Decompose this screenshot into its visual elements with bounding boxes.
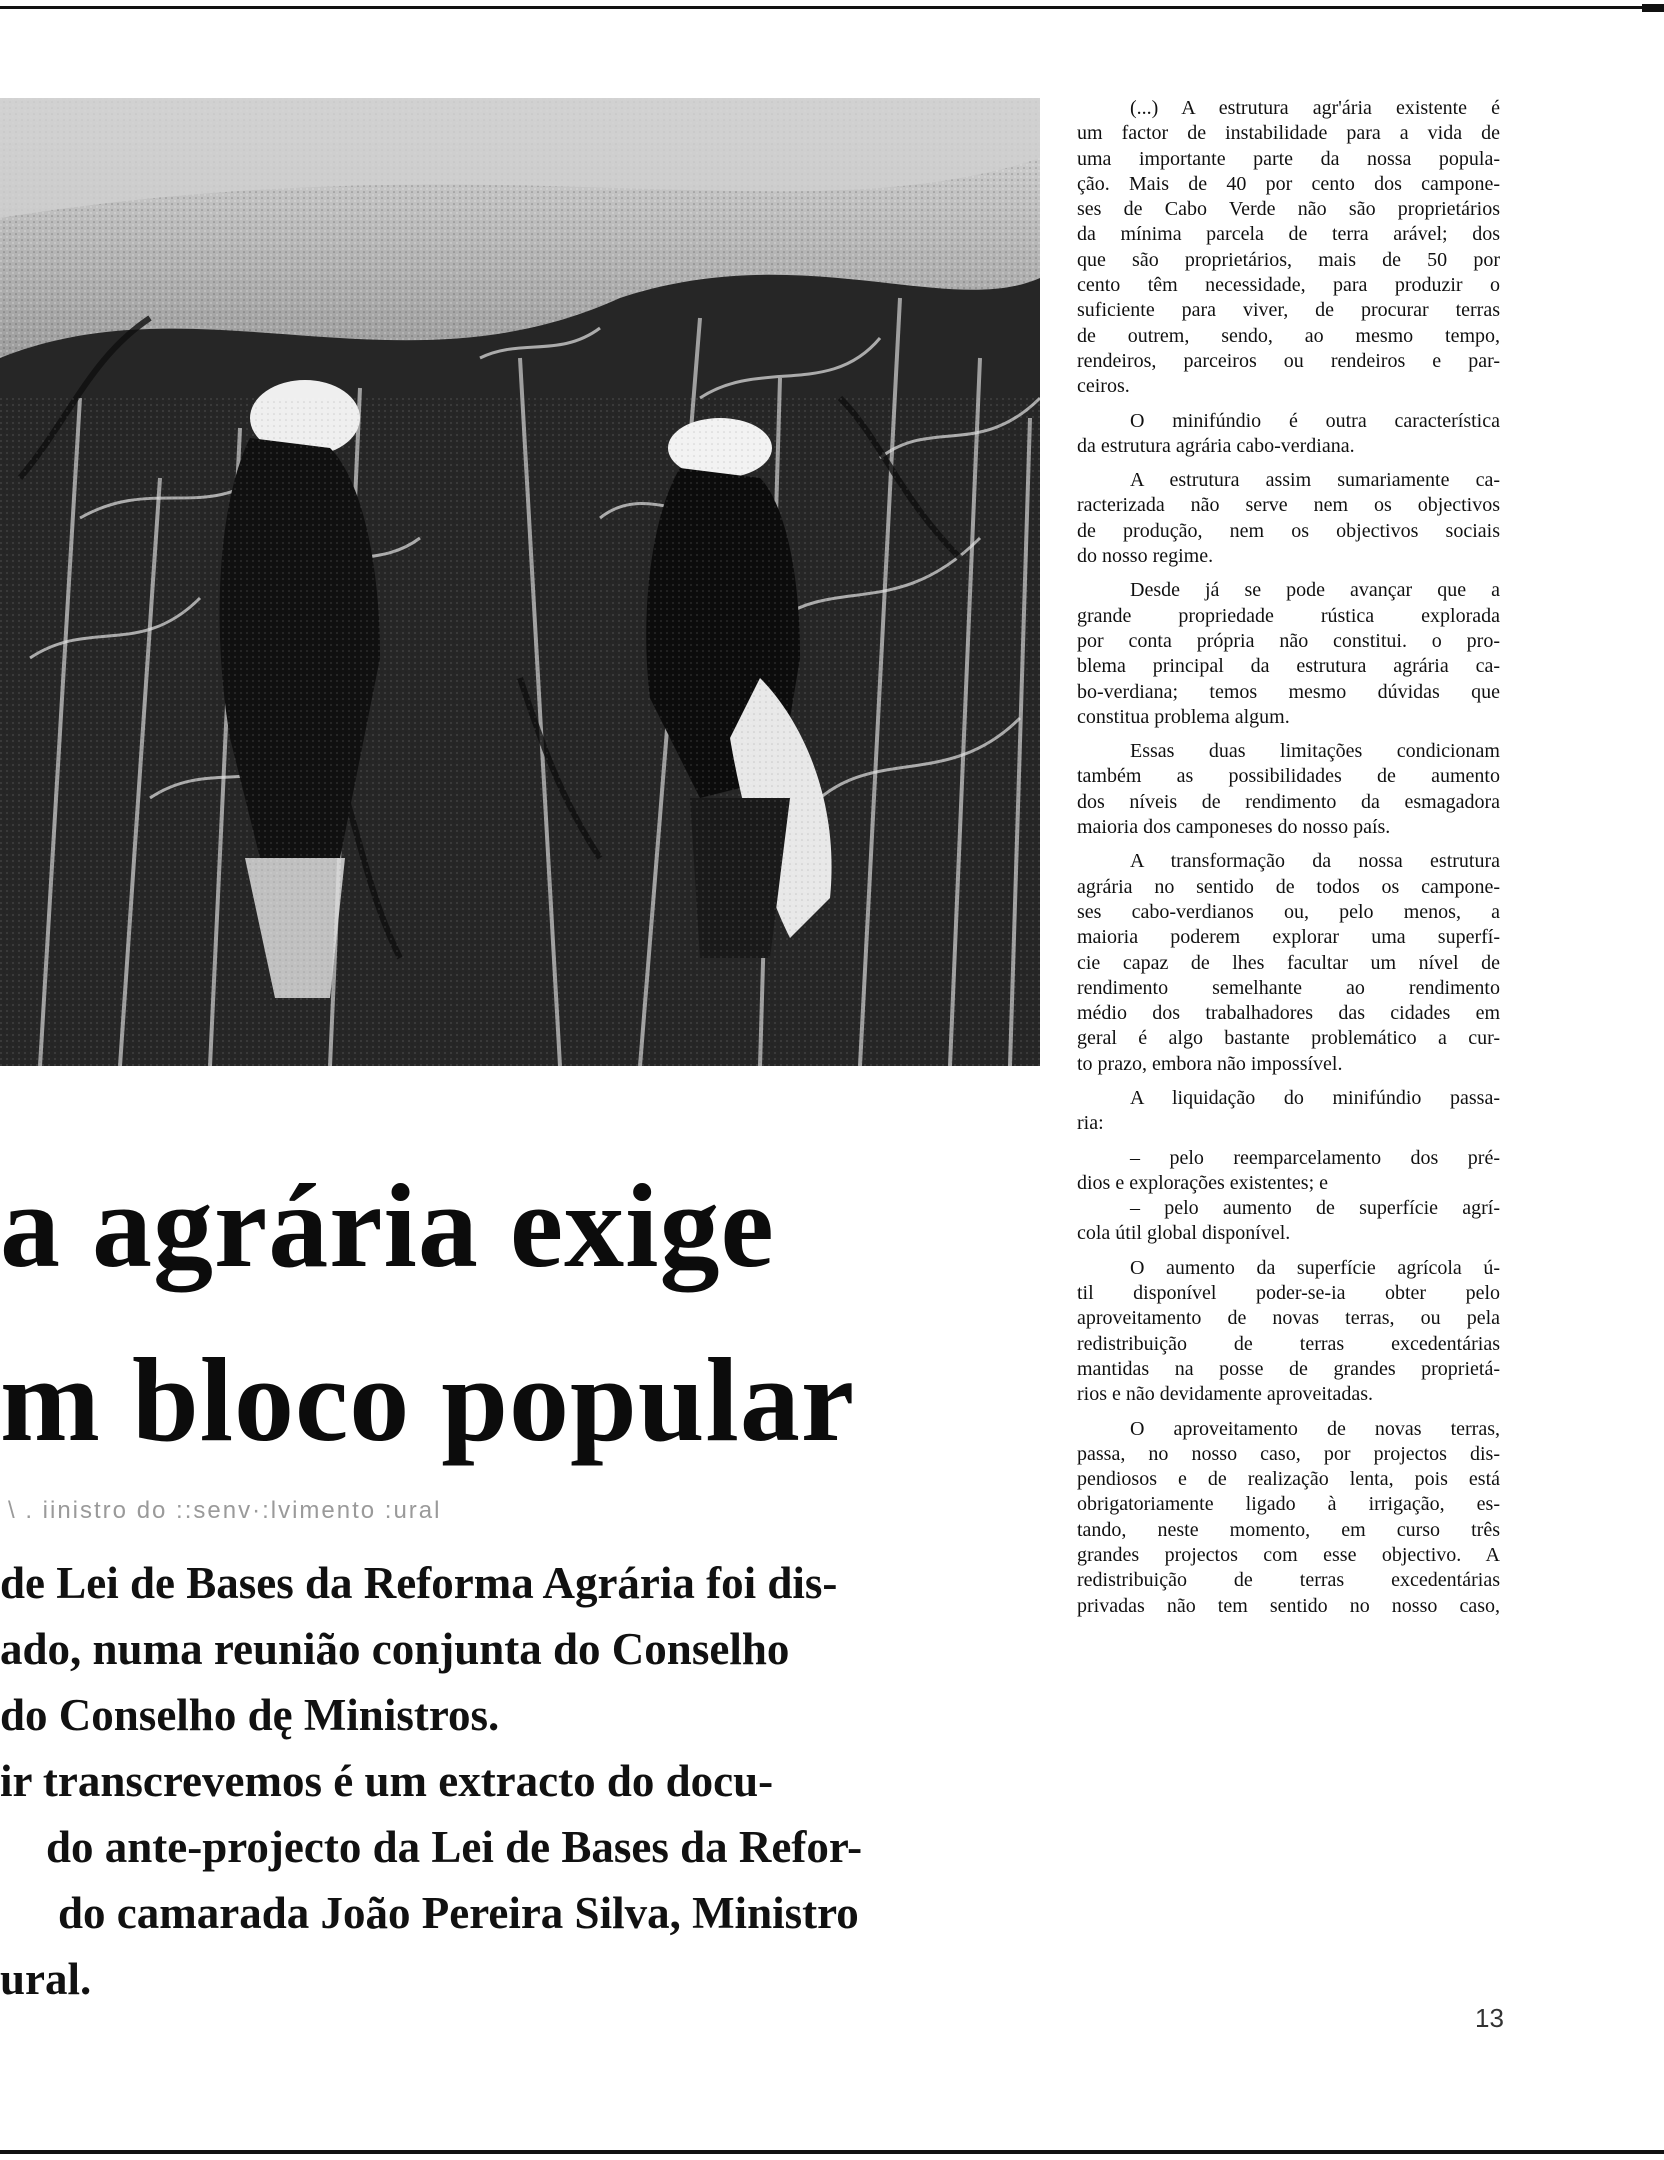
article-line: dios e explorações existentes; e [1077,1171,1329,1194]
photo-illustration [0,98,1040,1066]
article-line: agrária no sentido de todos os campone- [1077,875,1500,898]
lead-line: ado, numa reunião conjunta do Conselho [0,1624,790,1674]
article-line: (...) A estrutura agr'ária existente é [1130,97,1500,119]
lead-line: do Conselho dę Ministros. [0,1690,500,1740]
article-line: obrigatoriamente ligado à irrigação, es- [1077,1493,1500,1516]
article-line: grandes projectos com esse objectivo. A [1077,1544,1500,1567]
article-line: constitua problema algum. [1077,705,1290,728]
article-line: também as possibilidades de aumento [1077,765,1500,788]
page-number: 13 [1475,2003,1504,2033]
article-line: médio dos trabalhadores das cidades em [1077,1002,1500,1025]
article-line: ses de Cabo Verde não são proprietários [1077,198,1500,221]
headline-line-1: a agrária exige [0,1159,775,1292]
article-line: O aproveitamento de novas terras, [1130,1417,1500,1440]
article-line: cie capaz de lhes facultar um nível de [1077,951,1500,974]
article-line: A transformação da nossa estrutura [1130,850,1500,873]
article-line: maioria dos camponeses do nosso país. [1077,816,1391,839]
article-line: cola útil global disponível. [1077,1222,1291,1245]
article-line: O aumento da superfície agrícola ú- [1130,1256,1500,1279]
article-line: redistribuição de terras excedentárias [1077,1569,1500,1592]
article-line: ses cabo-verdianos ou, pelo menos, a [1077,900,1500,923]
article-line: Essas duas limitações condicionam [1130,740,1500,763]
article-line: til disponível poder-se-ia obter pelo [1077,1282,1500,1305]
article-line: por conta própria não constitui. o pro- [1077,629,1500,652]
article-line: um factor de instabilidade para a vida de [1077,122,1500,145]
article-line: tando, neste momento, em curso três [1077,1518,1500,1541]
article-line: ceiros. [1077,375,1130,398]
article-line: mantidas na posse de grandes proprietá- [1077,1357,1500,1380]
article-line: geral é algo bastante problemático a cur- [1077,1027,1500,1050]
article-line: rendimento semelhante ao rendimento [1077,976,1500,999]
article-line: A estrutura assim sumariamente ca- [1130,469,1500,492]
article-line: dos níveis de rendimento da esmagadora [1077,790,1500,813]
article-line: grande propriedade rústica explorada [1077,604,1500,627]
article-line: cento têm necessidade, para produzir o [1077,274,1500,297]
article-line: redistribuição de terras excedentárias [1077,1332,1500,1355]
article-line: uma importante parte da nossa popula- [1077,147,1500,170]
lead-line: do ante-projecto da Lei de Bases da Refor- [46,1822,863,1872]
article-line: rios e não devidamente aproveitadas. [1077,1383,1373,1406]
article-line: da estrutura agrária cabo-verdiana. [1077,434,1355,457]
article-column [1077,96,1500,1619]
article-line: – pelo reemparcelamento dos pré- [1130,1146,1500,1169]
article-line: blema principal da estrutura agrária ca- [1077,655,1500,678]
lead-line: de Lei de Bases da Reforma Agrária foi dis- [0,1558,838,1608]
article-line: to prazo, embora não impossível. [1077,1052,1343,1075]
article-line: bo-verdiana; temos mesmo dúvidas que [1077,680,1500,703]
top-rule [0,6,1664,9]
bottom-rule [0,2150,1664,2154]
article-line: A liquidação do minifúndio passa- [1130,1086,1500,1109]
article-line: que são proprietários, mais de 50 por [1077,248,1500,271]
article-line: aproveitamento de novas terras, ou pela [1077,1307,1500,1330]
article-line: ria: [1077,1112,1104,1135]
byline: \ . iinistro do ::senv·:lvimento :ural [8,1497,442,1524]
lead-paragraph [0,1550,1040,2012]
article-line: Desde já se pode avançar que a [1130,579,1500,602]
article-line: – pelo aumento de superfície agrí- [1130,1197,1500,1220]
article-line: pendiosos e de realização lenta, pois está [1077,1468,1500,1491]
article-line: ção. Mais de 40 por cento dos campone- [1077,172,1500,195]
article-line: suficiente para viver, de procurar terras [1077,299,1500,322]
article-line: rendeiros, parceiros ou rendeiros e par- [1077,349,1500,372]
article-line: de outrem, sendo, ao mesmo tempo, [1077,324,1500,347]
article-line: O minifúndio é outra característica [1130,409,1500,432]
lead-line: do camarada João Pereira Silva, Ministro [58,1888,859,1938]
article-line: de produção, nem os objectivos sociais [1077,519,1500,542]
article-line: do nosso regime. [1077,545,1214,568]
headline-line-2: m bloco popular [0,1333,856,1466]
article-line: racterizada não serve nem os objectivos [1077,494,1500,517]
lead-line: ural. [0,1954,92,2004]
article-line: maioria poderem explorar uma superfí- [1077,926,1500,949]
article-line: passa, no nosso caso, por projectos dis- [1077,1442,1500,1465]
article-line: privadas não tem sentido no nosso caso, [1077,1594,1500,1617]
lead-line: ir transcrevemos é um extracto do docu- [0,1756,774,1806]
article-line: da mínima parcela de terra arável; dos [1077,223,1500,246]
top-rule-end-mark [1642,4,1664,12]
field-workers-photo [0,98,1040,1066]
